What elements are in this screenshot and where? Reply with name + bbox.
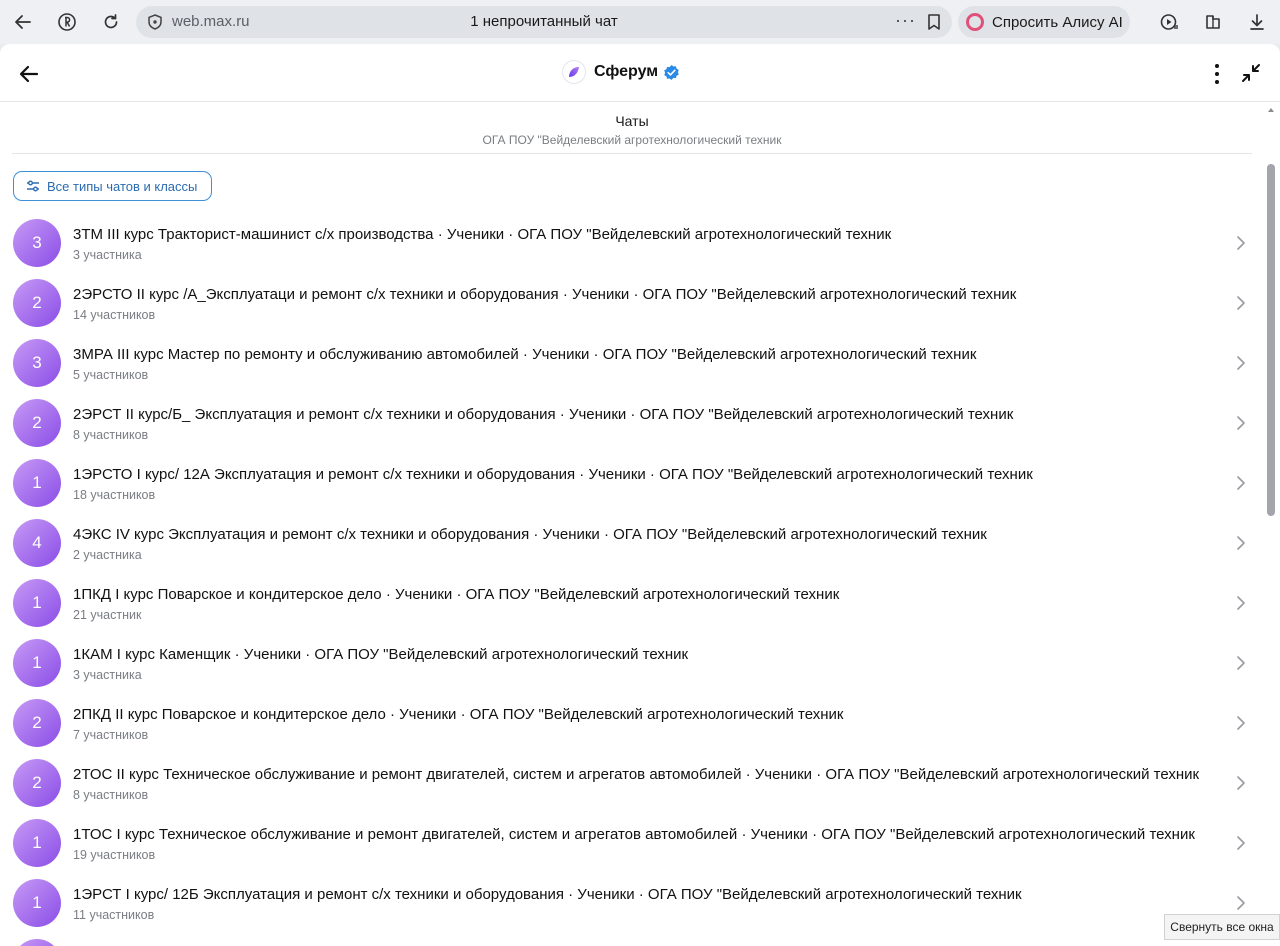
back-arrow-icon[interactable] (16, 61, 42, 87)
chat-row[interactable] (0, 812, 1264, 872)
chat-avatar (13, 939, 61, 946)
chat-row[interactable] (0, 392, 1264, 452)
chat-avatar: 2 (13, 399, 61, 447)
chevron-right-icon (1234, 595, 1248, 611)
chat-avatar: 1 (13, 879, 61, 927)
chat-avatar: 1 (13, 639, 61, 687)
chat-row[interactable] (0, 512, 1264, 572)
chat-members: 11 участников (73, 908, 155, 922)
scrollbar[interactable] (1266, 102, 1276, 946)
chat-title: 1ТОС I курс Техническое обслуживание и ремонт двигателей, систем и агрегатов автомобилей · Ученики · ОГА ПОУ "Вейделевский агротехнологический техник (73, 826, 1195, 843)
chevron-right-icon (1234, 895, 1248, 911)
alice-button[interactable] (958, 6, 1130, 38)
chevron-right-icon (1234, 775, 1248, 791)
chevron-right-icon (1234, 235, 1248, 251)
verified-badge-icon (663, 64, 680, 81)
more-vertical-icon[interactable] (1206, 61, 1228, 87)
chevron-right-icon (1234, 475, 1248, 491)
download-icon[interactable] (1242, 7, 1272, 37)
section-subtitle: ОГА ПОУ "Вейделевский агротехнологический техник (482, 133, 782, 147)
chat-title: 4ЭКС IV курс Эксплуатация и ремонт с/х техники и оборудования · Ученики · ОГА ПОУ "Вейделевский агротехнологический техник (73, 526, 987, 543)
chevron-right-icon (1234, 295, 1248, 311)
show-desktop-tooltip: Свернуть все окна (1164, 914, 1280, 940)
chat-members: 3 участника (73, 668, 142, 682)
address-bar[interactable] (136, 6, 952, 38)
chat-title: 2ТОС II курс Техническое обслуживание и ремонт двигателей, систем и агрегатов автомобилей · Ученики · ОГА ПОУ "Вейделевский агротехнологический техник (73, 766, 1200, 783)
chat-row[interactable] (0, 212, 1264, 272)
chat-row[interactable] (0, 572, 1264, 632)
section-title: Чаты (615, 113, 649, 129)
chat-title: 1КАМ I курс Каменщик · Ученики · ОГА ПОУ "Вейделевский агротехнологический техник (73, 646, 689, 663)
collapse-window-icon[interactable] (1239, 61, 1263, 85)
chat-avatar: 1 (13, 819, 61, 867)
chat-row[interactable] (0, 692, 1264, 752)
chat-avatar: 4 (13, 519, 61, 567)
chevron-right-icon (1234, 355, 1248, 371)
chat-members: 8 участников (73, 788, 149, 802)
chat-members: 5 участников (73, 368, 149, 382)
more-dots-icon[interactable]: ··· (895, 10, 916, 30)
app-title: Сферум (594, 63, 659, 80)
chat-title: 2ЭРСТО II курс /А_Эксплуатаци и ремонт с/х техники и оборудования · Ученики · ОГА ПОУ "Вейделевский агротехнологический техник (73, 286, 1017, 303)
chat-avatar: 3 (13, 219, 61, 267)
chat-type-filter-button[interactable] (13, 171, 212, 201)
chat-avatar: 1 (13, 459, 61, 507)
chat-members: 8 участников (73, 428, 149, 442)
extensions-icon[interactable] (1198, 7, 1228, 37)
chat-title: 1ЭРСТ I курс/ 12Б Эксплуатация и ремонт с/х техники и оборудования · Ученики · ОГА ПОУ "Вейделевский агротехнологический техник (73, 886, 1022, 903)
chat-title: 3ТМ III курс Тракторист-машинист с/х производства · Ученики · ОГА ПОУ "Вейделевский агротехнологический техник (73, 226, 892, 243)
app-brand (562, 60, 680, 84)
chat-title: 1ЭРСТО I курс/ 12А Эксплуатация и ремонт с/х техники и оборудования · Ученики · ОГА ПОУ "Вейделевский агротехнологический техник (73, 466, 1033, 483)
chevron-right-icon (1234, 415, 1248, 431)
chat-title: 2ПКД II курс Поварское и кондитерское дело · Ученики · ОГА ПОУ "Вейделевский агротехнологический техник (73, 706, 844, 723)
chat-row[interactable] (0, 632, 1264, 692)
chat-avatar: 3 (13, 339, 61, 387)
chat-title: 2ЭРСТ II курс/Б_ Эксплуатация и ремонт с/х техники и оборудования · Ученики · ОГА ПОУ "Вейделевский агротехнологический техник (73, 406, 1014, 423)
chat-members: 3 участника (73, 248, 142, 262)
yandex-logo-icon[interactable] (52, 7, 82, 37)
filter-sliders-icon (26, 179, 40, 193)
browser-back-icon[interactable] (8, 7, 38, 37)
reload-icon[interactable] (96, 7, 126, 37)
chats-section-header (0, 102, 1264, 154)
chat-title: 3МРА III курс Мастер по ремонту и обслуживанию автомобилей · Ученики · ОГА ПОУ "Вейделевский агротехнологический техник (73, 346, 977, 363)
chevron-right-icon (1234, 715, 1248, 731)
chat-row[interactable] (0, 332, 1264, 392)
address-url[interactable]: web.max.ru (172, 13, 250, 30)
chevron-right-icon (1234, 655, 1248, 671)
scroll-up-arrow-icon[interactable] (1267, 106, 1275, 114)
alice-icon (966, 13, 984, 31)
app-header (0, 44, 1280, 102)
chat-avatar: 2 (13, 759, 61, 807)
chevron-right-icon (1234, 835, 1248, 851)
section-divider (12, 153, 1252, 154)
shield-icon[interactable] (146, 13, 164, 31)
chat-avatar: 1 (13, 579, 61, 627)
chat-row[interactable] (0, 452, 1264, 512)
chat-row[interactable] (0, 872, 1264, 932)
chat-row[interactable] (0, 272, 1264, 332)
chat-avatar: 2 (13, 279, 61, 327)
sferum-logo-icon (562, 60, 586, 84)
tab-title: 1 непрочитанный чат (470, 13, 618, 30)
scrollbar-thumb[interactable] (1267, 164, 1275, 516)
browser-toolbar (0, 0, 1280, 44)
filter-label: Все типы чатов и классы (47, 178, 198, 194)
chat-title: 1ПКД I курс Поварское и кондитерское дело · Ученики · ОГА ПОУ "Вейделевский агротехнологический техник (73, 586, 840, 603)
chat-row[interactable] (0, 752, 1264, 812)
bookmark-icon[interactable] (924, 12, 944, 32)
chevron-right-icon (1234, 535, 1248, 551)
chat-members: 2 участника (73, 548, 142, 562)
chat-members: 21 участник (73, 608, 142, 622)
chat-members: 14 участников (73, 308, 156, 322)
app-window (0, 44, 1280, 946)
chat-avatar: 2 (13, 699, 61, 747)
alice-label: Спросить Алису AI (992, 13, 1123, 31)
media-play-icon[interactable] (1154, 7, 1184, 37)
chat-members: 7 участников (73, 728, 149, 742)
chat-row[interactable] (0, 932, 1264, 946)
chat-members: 19 участников (73, 848, 156, 862)
chat-members: 18 участников (73, 488, 156, 502)
